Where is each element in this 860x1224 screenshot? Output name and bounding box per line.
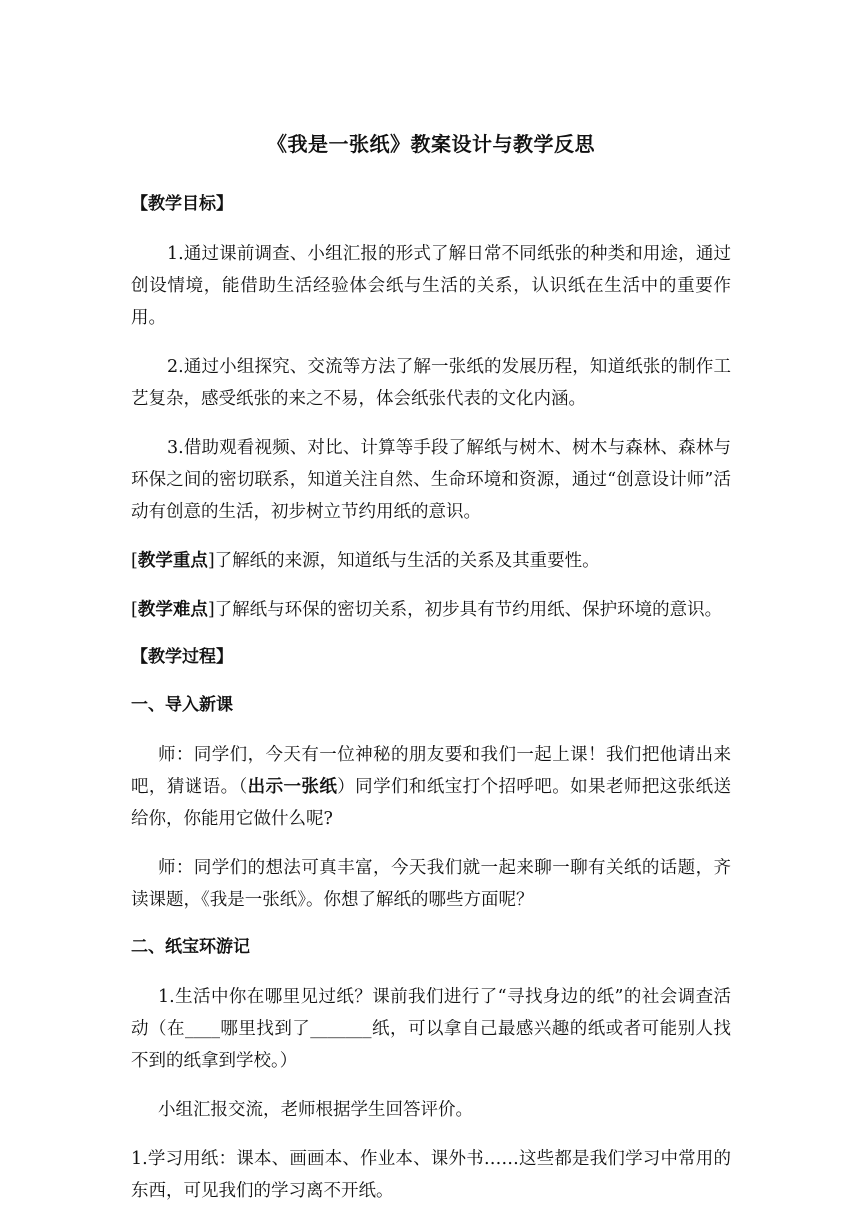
- objective-1: 1.通过课前调查、小组汇报的形式了解日常不同纸张的种类和用途，通过创设情境，能借助生活经验体会纸与生活的关系，认识纸在生活中的重要作用。: [131, 244, 731, 328]
- difficulty-text: 了解纸与环保的密切关系，初步具有节约用纸、保护环境的意识。: [214, 600, 723, 620]
- fill-blank-1: ____: [184, 1019, 220, 1039]
- difficulty-open: [: [131, 600, 138, 620]
- section-1-p1-bold: 出示一张纸: [247, 777, 338, 797]
- section-1-paragraph-1: [131, 739, 731, 835]
- process-heading: 【教学过程】: [131, 647, 233, 667]
- objective-3: 3.借助观看视频、对比、计算等手段了解纸与树木、树木与森林、森林与环保之间的密切联系，知道关注自然、生命环境和资源，通过“创意设计师”活动有创意的生活，初步树立节约用纸的意识。: [131, 438, 731, 522]
- key-point-paragraph: [131, 545, 731, 577]
- section-2-p1-a: 1.生活中你在哪里见过纸？课前我们进行了“寻找身边的纸”的社会调查活动（在: [131, 987, 731, 1039]
- difficulty-label: 教学难点: [137, 600, 208, 620]
- document-page: [131, 128, 731, 1224]
- difficulty-close: ]: [207, 600, 215, 620]
- objective-2: 2.通过小组探究、交流等方法了解一张纸的发展历程，知道纸张的制作工艺复杂，感受纸张的来之不易，体会纸张代表的文化内涵。: [131, 357, 731, 409]
- objectives-heading: 【教学目标】: [131, 194, 233, 214]
- section-2-paragraph-3: 1.学习用纸：课本、画画本、作业本、课外书……这些都是我们学习中常用的东西，可见我们的学习离不开纸。: [131, 1149, 731, 1201]
- section-1-p1-after: ）同学们和纸宝打个招呼吧。如果老师把这张纸送给你，你能用它做什么呢?: [131, 777, 732, 829]
- section-2-p1-b: 哪里找到了: [219, 1019, 311, 1039]
- key-point-text: 了解纸的来源，知道纸与生活的关系及其重要性。: [214, 551, 600, 571]
- fill-blank-2: _______: [310, 1019, 372, 1039]
- key-point-close: ]: [207, 551, 215, 571]
- section-2-paragraph-1: [131, 981, 731, 1077]
- key-point-label: 教学重点: [137, 551, 208, 571]
- section-1-heading: 一、导入新课: [131, 695, 233, 715]
- document-title: 《我是一张纸》教案设计与教学反思: [267, 132, 595, 156]
- section-2-heading: 二、纸宝环游记: [131, 937, 250, 957]
- difficulty-paragraph: [131, 594, 731, 626]
- section-2-paragraph-2: 小组汇报交流，老师根据学生回答评价。: [158, 1100, 473, 1120]
- section-1-p1-before: 师：同学们，今天有一位神秘的朋友要和我们一起上课！我们把他请出来吧，猜谜语。（: [131, 745, 731, 797]
- section-2-p1-c: 纸，可以拿自己最感兴趣的纸或者可能别人找不到的纸拿到学校。）: [131, 1019, 732, 1071]
- key-point-open: [: [131, 551, 138, 571]
- section-1-paragraph-2: 师：同学们的想法可真丰富，今天我们就一起来聊一聊有关纸的话题，齐读课题，《我是一张纸》。你想了解纸的哪些方面呢？: [131, 858, 731, 910]
